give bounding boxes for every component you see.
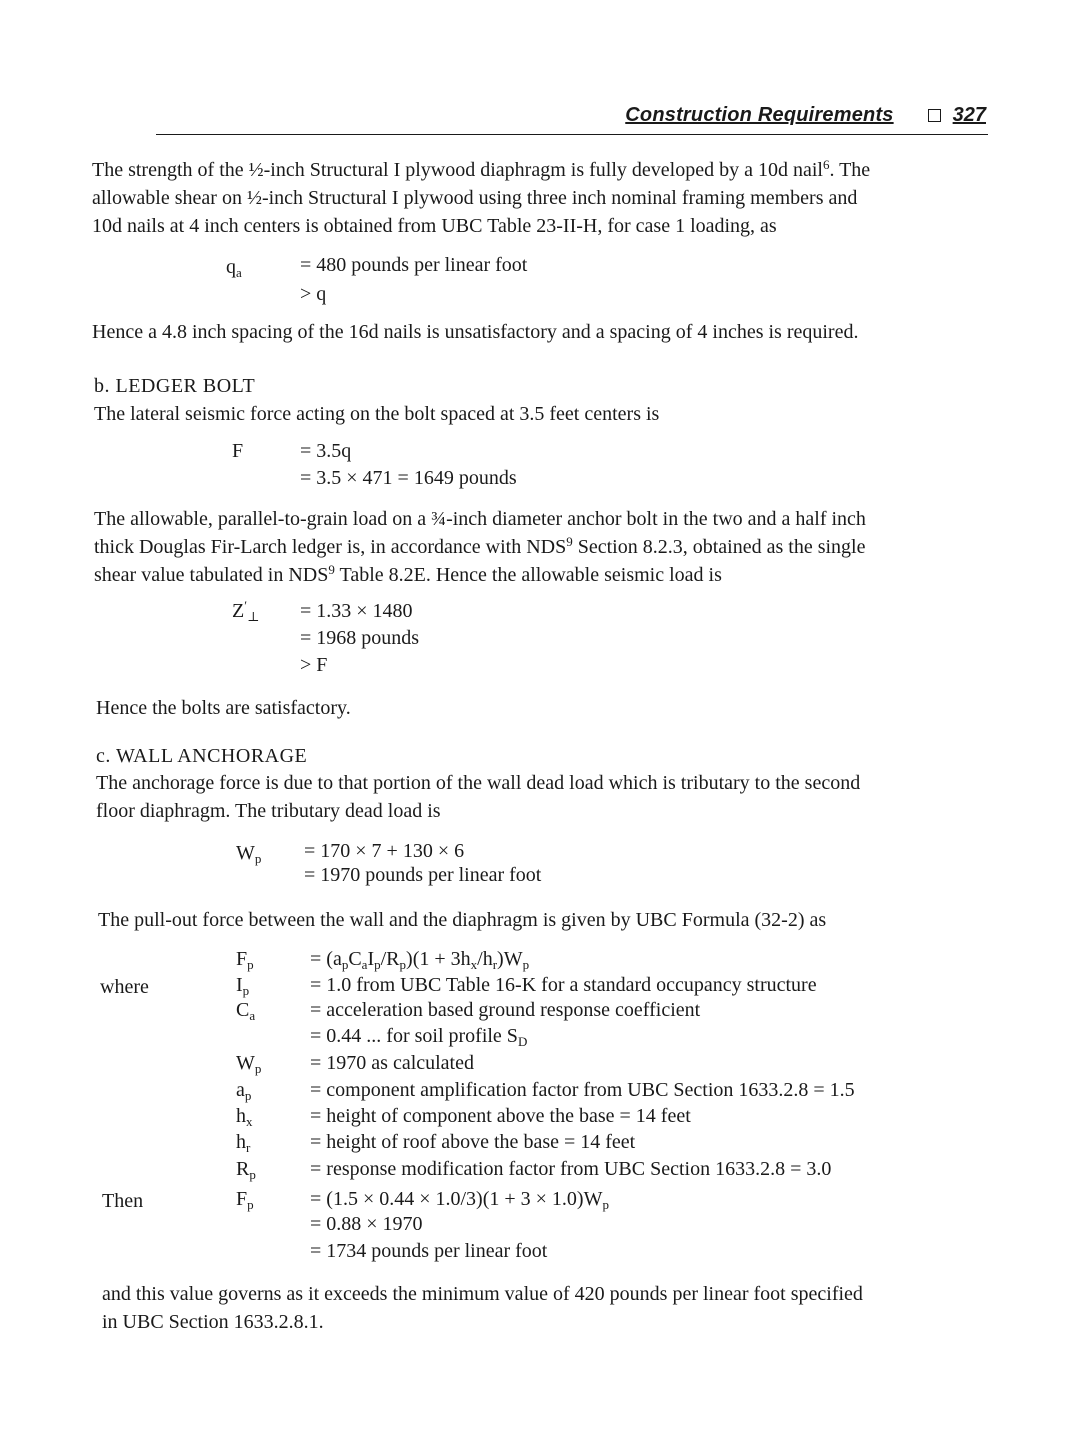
definition-text: = $(1.5 \times 0.44 \times 1.0/3)(1 + 3 \times 1.0)W_p$ bbox=[310, 1188, 609, 1212]
definition-text: = 1734 pounds per linear foot bbox=[310, 1240, 548, 1262]
where-label: where bbox=[100, 976, 149, 998]
definition-text: = response modification factor from UBC Section 1633.2.8 = 3.0 bbox=[310, 1158, 832, 1180]
definition-text: = 0.88 × 1970 bbox=[310, 1213, 423, 1235]
eq-f-row2: = 3.5 × 471 = 1649 pounds bbox=[300, 467, 517, 489]
definition-symbol: $C_a$ bbox=[236, 999, 256, 1023]
section-b-heading: b. LEDGER BOLT bbox=[94, 375, 256, 397]
then-label: Then bbox=[102, 1190, 144, 1212]
final-line2: in UBC Section 1633.2.8.1. bbox=[102, 1311, 324, 1333]
definition-symbol: $R_p$ bbox=[236, 1158, 256, 1182]
definition-text: = 0.44 ... for soil profile $S_D$ bbox=[310, 1025, 528, 1049]
section-b-p3: shear value tabulated in NDS$^9$ Table 8.2E. Hence the allowable seismic load is bbox=[94, 562, 722, 586]
definition-text: = 1970 as calculated bbox=[310, 1052, 474, 1074]
definition-symbol: $a_p$ bbox=[236, 1079, 252, 1103]
definition-symbol: $h_x$ bbox=[236, 1105, 253, 1129]
eq1-row1: = 480 pounds per linear foot bbox=[300, 254, 528, 276]
para1-line3: 10d nails at 4 inch centers is obtained from UBC Table 23-II-H, for case 1 loading, as bbox=[92, 215, 777, 237]
eq1-row2: > q bbox=[300, 283, 327, 305]
eq-wp-symbol: $W_p$ bbox=[236, 842, 262, 866]
running-header bbox=[625, 104, 986, 127]
eq-wp-row2: = 1970 pounds per linear foot bbox=[304, 864, 542, 886]
eq-z-row3: > F bbox=[300, 654, 328, 676]
eq-f-symbol: F bbox=[232, 440, 244, 462]
section-b-p2: thick Douglas Fir-Larch ledger is, in accordance with NDS$^9$ Section 8.2.3, obtained as the single bbox=[94, 534, 866, 558]
section-b-intro: The lateral seismic force acting on the bolt spaced at 3.5 feet centers is bbox=[94, 403, 660, 425]
section-c-pullout: The pull-out force between the wall and the diaphragm is given by UBC Formula (32-2) as bbox=[98, 909, 827, 931]
final-line1: and this value governs as it exceeds the minimum value of 420 pounds per linear foot specified bbox=[102, 1283, 863, 1305]
definition-symbol: $F_p$ bbox=[236, 948, 254, 972]
square-box-icon bbox=[928, 109, 941, 122]
section-c-heading: c. WALL ANCHORAGE bbox=[96, 745, 308, 767]
section-c-line1: The anchorage force is due to that portion of the wall dead load which is tributary to the second bbox=[96, 772, 861, 794]
definition-symbol: $h_r$ bbox=[236, 1131, 251, 1155]
eq-z-row1: = 1.33 × 1480 bbox=[300, 600, 413, 622]
definition-text: = height of component above the base = 14 feet bbox=[310, 1105, 691, 1127]
eq-wp-row1: = 170 × 7 + 130 × 6 bbox=[304, 840, 465, 862]
eq-z-symbol: $Z'_\perp$ bbox=[232, 598, 260, 624]
definition-text: = acceleration based ground response coefficient bbox=[310, 999, 701, 1021]
definition-symbol: $W_p$ bbox=[236, 1052, 262, 1076]
section-b-conclusion: Hence the bolts are satisfactory. bbox=[96, 697, 351, 719]
eq-f-row1: = 3.5q bbox=[300, 440, 352, 462]
definition-symbol: $I_p$ bbox=[236, 974, 250, 998]
chapter-title: Construction Requirements bbox=[625, 104, 894, 126]
para1-line2: allowable shear on ½-inch Structural I plywood using three inch nominal framing members and bbox=[92, 187, 858, 209]
page-number: 327 bbox=[952, 104, 986, 126]
eq1-symbol: $q_a$ bbox=[226, 256, 242, 280]
para1-line1: The strength of the ½-inch Structural I plywood diaphragm is fully developed by a 10d nail$^6$. The bbox=[92, 157, 871, 181]
eq-z-row2: = 1968 pounds bbox=[300, 627, 420, 649]
definition-text: = component amplification factor from UBC Section 1633.2.8 = 1.5 bbox=[310, 1079, 855, 1101]
para2: Hence a 4.8 inch spacing of the 16d nails is unsatisfactory and a spacing of 4 inches is required. bbox=[92, 321, 859, 343]
definition-symbol: $F_p$ bbox=[236, 1188, 254, 1212]
definition-text: = $(a_pC_aI_p/R_p)(1 + 3h_x/h_r)W_p$ bbox=[310, 948, 530, 972]
section-b-p1: The allowable, parallel-to-grain load on a ¾-inch diameter anchor bolt in the two and a half inch bbox=[94, 508, 866, 530]
definition-text: = 1.0 from UBC Table 16-K for a standard occupancy structure bbox=[310, 974, 817, 996]
definition-text: = height of roof above the base = 14 feet bbox=[310, 1131, 636, 1153]
section-c-line2: floor diaphragm. The tributary dead load is bbox=[96, 800, 441, 822]
header-rule bbox=[156, 134, 988, 135]
